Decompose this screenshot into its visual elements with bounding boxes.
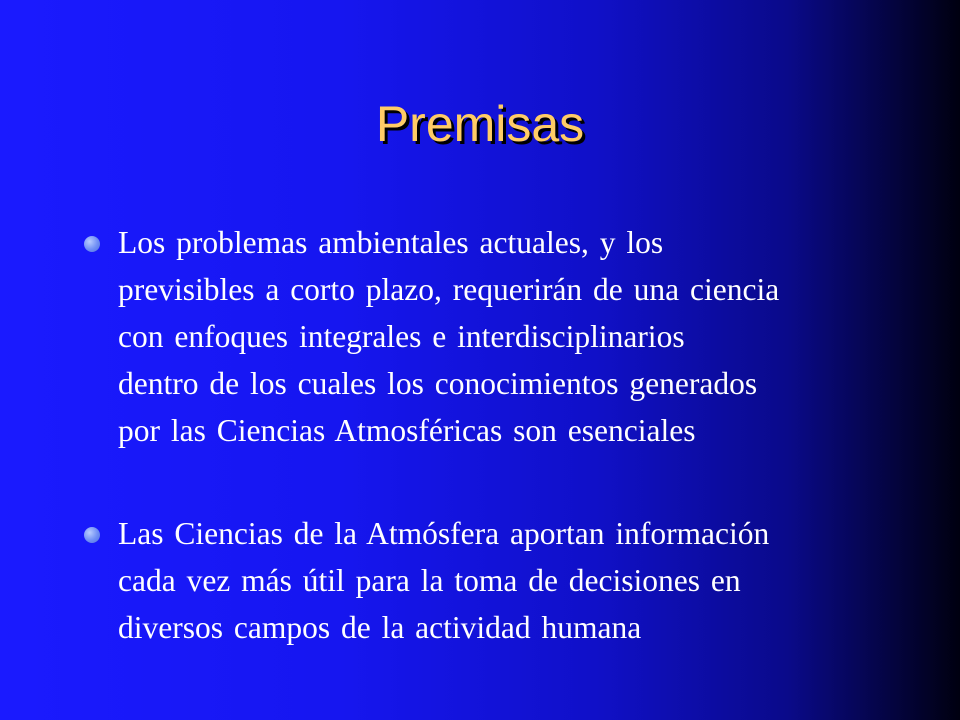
bullet-line: por las Ciencias Atmosféricas son esenciales — [118, 413, 696, 448]
bullet-line: diversos campos de la actividad humana — [118, 610, 642, 645]
bullet-item-2 — [84, 510, 884, 651]
slide-title: Premisas — [375, 96, 585, 152]
bullet-dot-icon — [84, 236, 100, 252]
bullet-line: cada vez más útil para la toma de decisiones en — [118, 563, 741, 598]
bullet-list — [84, 219, 884, 651]
bullet-item-1 — [84, 219, 884, 454]
bullet-line: con enfoques integrales e interdisciplinarios — [118, 319, 685, 354]
bullet-dot-icon — [84, 527, 100, 543]
bullet-line: dentro de los cuales los conocimientos generados — [118, 366, 758, 401]
bullet-line: Los problemas ambientales actuales, y los — [118, 225, 664, 260]
bullet-line: previsibles a corto plazo, requerirán de una ciencia — [118, 272, 780, 307]
bullet-line: Las Ciencias de la Atmósfera aportan información — [118, 516, 770, 551]
